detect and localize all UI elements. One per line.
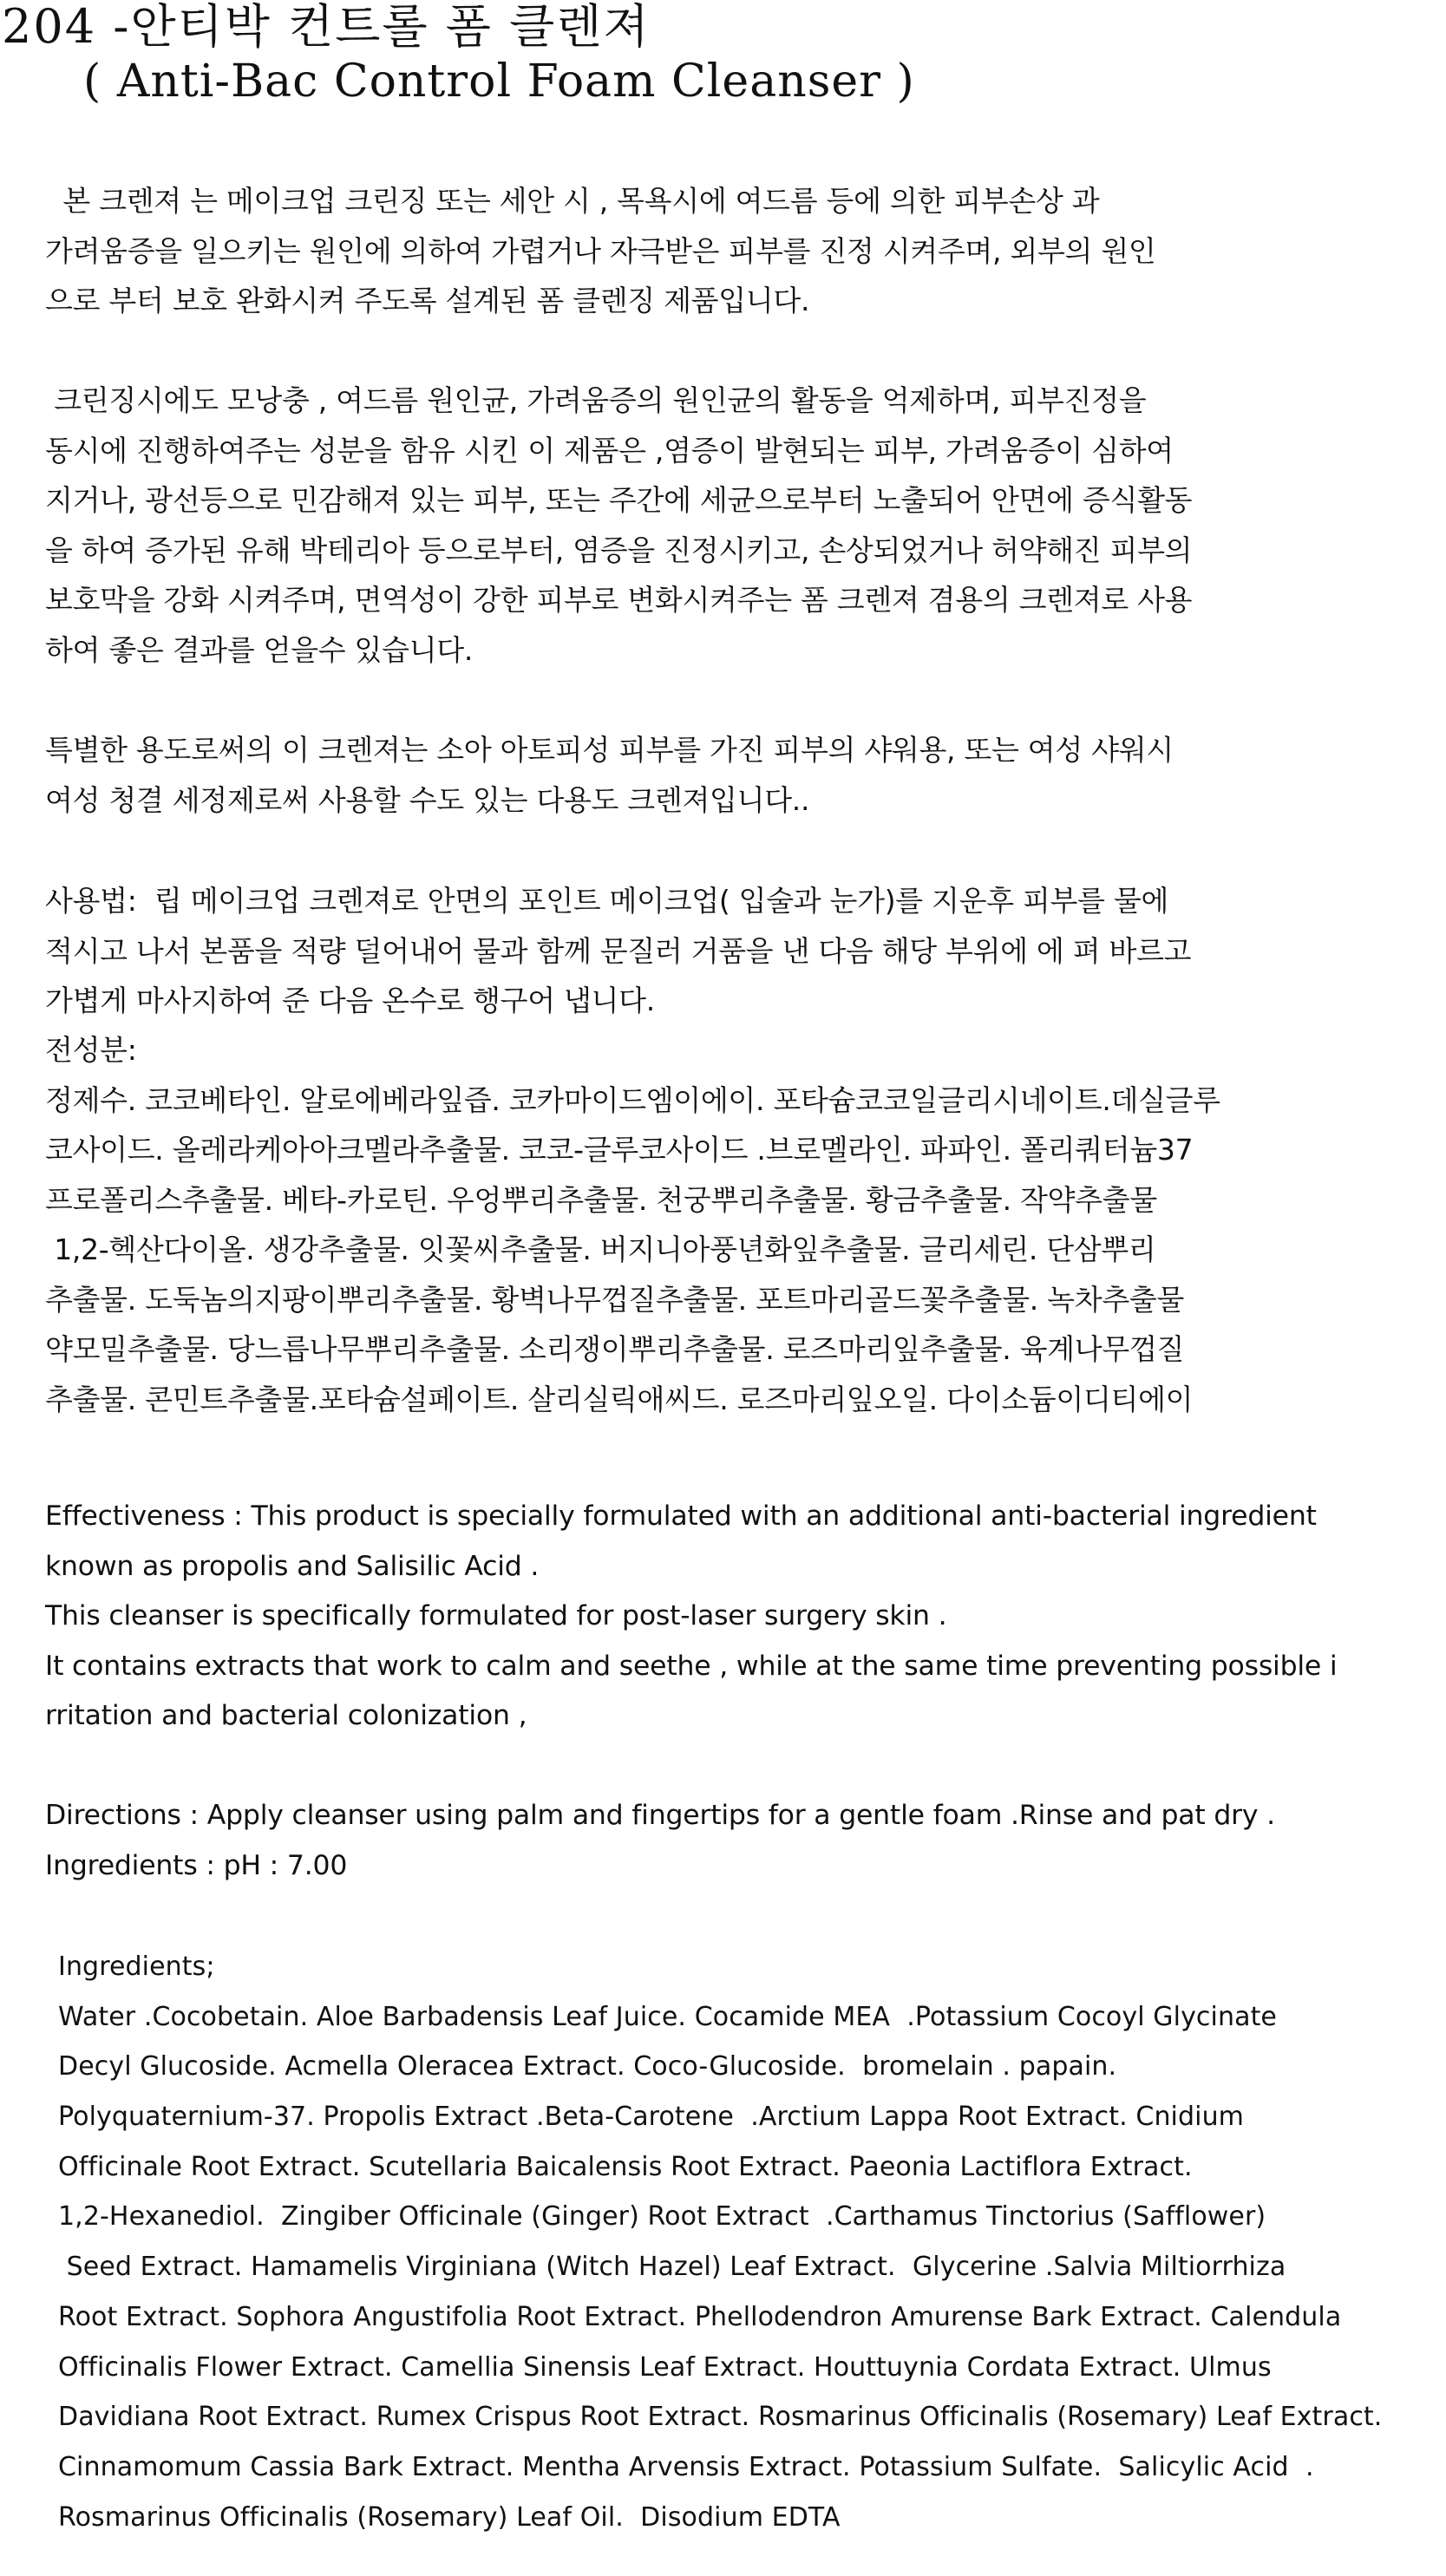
english-ingredient-line: Root Extract. Sophora Angustifolia Root Extract. Phellodendron Amurense Bark Extract. Calendula <box>58 2301 1342 2332</box>
directions-paragraph <box>45 1791 1416 1891</box>
effectiveness-line: rritation and bacterial colonization , <box>45 1700 527 1731</box>
effectiveness-line: This cleanser is specifically formulated for post-laser surgery skin . <box>45 1600 947 1631</box>
korean-ingredient-line: 추출물. 도둑놈의지팡이뿌리추출물. 황벽나무껍질추출물. 포트마리골드꽃추출물. 녹차추출물 <box>45 1282 1185 1317</box>
detail-line: 지거나, 광선등으로 민감해져 있는 피부, 또는 주간에 세균으로부터 노출되어 안면에 증식활동 <box>45 483 1193 517</box>
korean-ingredients <box>45 1025 1416 1424</box>
directions-line: Directions : Apply cleanser using palm and fingertips for a gentle foam .Rinse and pat dry . <box>45 1800 1275 1831</box>
usage-line: 사용법: 립 메이크업 크렌져로 안면의 포인트 메이크업( 입술과 눈가)를 지운후 피부를 물에 <box>45 884 1169 918</box>
detail-line: 동시에 진행하여주는 성분을 함유 시킨 이 제품은 ,염증이 발현되는 피부, 가려움증이 심하여 <box>45 433 1174 467</box>
intro-paragraph <box>45 176 1416 326</box>
special-line: 여성 청결 세정제로써 사용할 수도 있는 다용도 크렌져입니다.. <box>45 782 810 817</box>
korean-ingredients-label: 전성분: <box>45 1033 137 1067</box>
english-ingredient-line: Officinale Root Extract. Scutellaria Baicalensis Root Extract. Paeonia Lactiflora Extract. <box>58 2151 1193 2182</box>
detail-line: 보호막을 강화 시켜주며, 면역성이 강한 피부로 변화시켜주는 폼 크렌져 겸용의 크렌져로 사용 <box>45 583 1193 617</box>
special-line: 특별한 용도로써의 이 크렌져는 소아 아토피성 피부를 가진 피부의 샤워용, 또는 여성 샤워시 <box>45 733 1174 767</box>
usage-line: 적시고 나서 본품을 적량 덜어내어 물과 함께 문질러 거품을 낸 다음 해당 부위에 에 펴 바르고 <box>45 933 1192 968</box>
detail-line: 을 하여 증가된 유해 박테리아 등으로부터, 염증을 진정시키고, 손상되었거나 허약해진 피부의 <box>45 533 1193 567</box>
english-ingredient-line: Seed Extract. Hamamelis Virginiana (Witch Hazel) Leaf Extract. Glycerine .Salvia Miltiorrhiza <box>58 2252 1286 2283</box>
english-ingredient-line: 1,2-Hexanediol. Zingiber Officinale (Ginger) Root Extract .Carthamus Tinctorius (Safflower) <box>58 2201 1266 2233</box>
usage-paragraph <box>45 876 1416 1026</box>
english-ingredient-line: Polyquaternium-37. Propolis Extract .Beta-Carotene .Arctium Lappa Root Extract. Cnidium <box>58 2102 1245 2133</box>
effectiveness-paragraph <box>45 1492 1416 1742</box>
korean-ingredient-line: 약모밀추출물. 당느릅나무뿌리추출물. 소리쟁이뿌리추출물. 로즈마리잎추출물. 육계나무껍질 <box>45 1332 1185 1366</box>
korean-ingredient-line: 프로폴리스추출물. 베타-카로틴. 우엉뿌리추출물. 천궁뿌리추출물. 황금추출물. 작약추출물 <box>45 1182 1157 1217</box>
english-ingredient-line: Decyl Glucoside. Acmella Oleracea Extract. Coco-Glucoside. bromelain . papain. <box>58 2051 1117 2082</box>
product-title: 204 -안티박 컨트롤 폼 클렌져 <box>2 0 651 54</box>
effectiveness-line: It contains extracts that work to calm and seethe , while at the same time preventing possible i <box>45 1650 1338 1682</box>
detail-paragraph <box>45 376 1416 675</box>
intro-line: 으로 부터 보호 완화시켜 주도록 설계된 폼 클렌징 제품입니다. <box>45 284 810 317</box>
english-ingredient-line: Water .Cocobetain. Aloe Barbadensis Leaf Juice. Cocamide MEA .Potassium Cocoyl Glycinate <box>58 2001 1277 2032</box>
usage-line: 가볍게 마사지하여 준 다음 온수로 행구어 냅니다. <box>45 984 655 1017</box>
english-ingredients <box>58 1942 1429 2542</box>
english-ingredient-line: Officinalis Flower Extract. Camellia Sinensis Leaf Extract. Houttuynia Cordata Extract. Ulmus <box>58 2351 1272 2383</box>
product-subtitle: ( Anti-Bac Control Foam Cleanser ) <box>83 56 915 108</box>
intro-line: 본 크렌져 는 메이크업 크린징 또는 세안 시 , 목욕시에 여드름 등에 의한 피부손상 과 <box>45 184 1100 218</box>
english-ingredients-label: Ingredients; <box>58 1952 215 1982</box>
korean-ingredient-line: 1,2-헥산다이올. 생강추출물. 잇꽃씨추출물. 버지니아풍년화잎추출물. 글리세린. 단삼뿌리 <box>45 1232 1156 1266</box>
special-use-paragraph <box>45 725 1416 825</box>
ph-line: Ingredients : pH : 7.00 <box>45 1849 348 1881</box>
detail-line: 하여 좋은 결과를 얻을수 있습니다. <box>45 632 474 667</box>
effectiveness-line: known as propolis and Salisilic Acid . <box>45 1550 540 1582</box>
korean-ingredient-line: 코사이드. 올레라케아아크멜라추출물. 코코-글루코사이드 .브로멜라인. 파파인. 폴리쿼터늄37 <box>45 1133 1194 1167</box>
korean-ingredient-line: 정제수. 코코베타인. 알로에베라잎즙. 코카마이드엠이에이. 포타슘코코일글리시네이트.데실글루 <box>45 1082 1220 1117</box>
korean-ingredient-line: 추출물. 콘민트추출물.포타슘설페이트. 살리실릭애씨드. 로즈마리잎오일. 다이소듐이디티에이 <box>45 1382 1194 1416</box>
intro-line: 가려움증을 일으키는 원인에 의하여 가렵거나 자극받은 피부를 진정 시켜주며, 외부의 원인 <box>45 233 1156 268</box>
english-ingredient-line: Rosmarinus Officinalis (Rosemary) Leaf Oil. Disodium EDTA <box>58 2501 841 2533</box>
english-ingredient-line: Davidiana Root Extract. Rumex Crispus Root Extract. Rosmarinus Officinalis (Rosemary) Leaf Extract. <box>58 2402 1383 2433</box>
english-ingredient-line: Cinnamomum Cassia Bark Extract. Mentha Arvensis Extract. Potassium Sulfate. Salicylic Acid . <box>58 2451 1314 2482</box>
effectiveness-line: Effectiveness : This product is specially formulated with an additional anti-bacterial ingredient <box>45 1500 1317 1532</box>
detail-line: 크린징시에도 모낭충 , 여드름 원인균, 가려움증의 원인균의 활동을 억제하며, 피부진정을 <box>45 383 1147 417</box>
